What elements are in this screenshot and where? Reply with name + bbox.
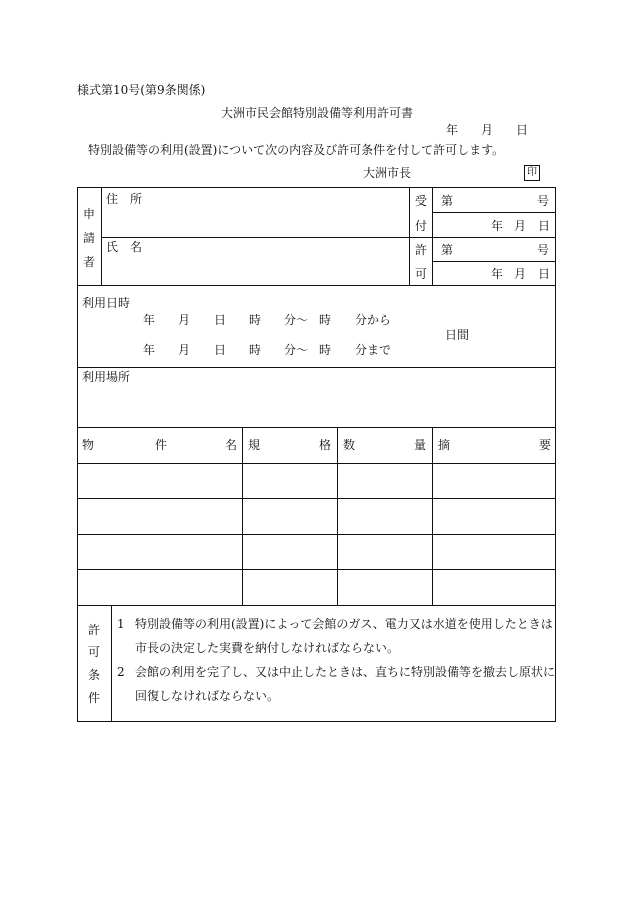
rule-applicant-label [101,187,102,285]
rule-reception-label [432,187,433,285]
permit-no-suffix: 号 [537,243,550,257]
rule-col-1 [242,427,243,605]
permit-day: 日 [538,267,551,281]
condition-1-text: 特別設備等の利用(設置)によって会館のガス、電力又は水道を使用したときは市長の決定した実費を納付しなければならない。 [135,617,553,655]
col-quantity-char-2: 量 [414,438,427,452]
from-suffix: 分から [355,313,392,327]
rule-place-bottom [77,427,556,428]
rule-reception-mid [432,212,556,213]
conditions-label-char-2: 可 [87,645,100,659]
date-day: 日 [516,123,529,137]
col-remarks-char-2: 要 [539,438,552,452]
col-item-name-char-1: 物 [82,438,95,452]
days-label: 日間 [445,328,470,342]
condition-2-text: 会館の利用を完了し、又は中止したときは、直ちに特別設備等を撤去し原状に回復しなければならない。 [135,665,556,703]
col-item-name-char-2: 件 [155,438,168,452]
conditions-label-char-4: 件 [87,691,100,705]
col-item-name-char-3: 名 [225,438,238,452]
col-spec-char-1: 規 [248,438,261,452]
permit-no-prefix: 第 [441,243,454,257]
rule-col-3 [432,427,433,605]
permit-year: 年 [491,267,504,281]
rule-row-1 [77,498,556,499]
reception-year: 年 [491,219,504,233]
rule-row-4 [77,605,556,606]
col-quantity-char-1: 数 [343,438,356,452]
page-title: 大洲市民会館特別設備等利用許可書 [221,106,414,120]
to-month: 月 [178,343,191,357]
rule-row-2 [77,534,556,535]
conditions-label-char-3: 条 [87,668,100,682]
col-remarks-char-1: 摘 [438,438,451,452]
permit-label-char-1: 許 [414,243,427,257]
intro-text: 特別設備等の利用(設置)について次の内容及び許可条件を付して許可します。 [88,143,505,157]
applicant-label-char-3: 者 [82,255,95,269]
form-number: 様式第10号(第9条関係) [77,83,206,97]
seal-stamp-box: 印 [524,165,540,181]
rule-header-bottom [77,463,556,464]
rule-address-name [101,237,409,238]
condition-2-number: 2 [117,665,125,679]
from-minute: 分〜 [284,313,309,327]
from-month: 月 [178,313,191,327]
usage-place-label: 利用場所 [82,370,131,384]
to-hour-b: 時 [319,343,332,357]
rule-mid-divider [409,187,410,285]
reception-label-char-1: 受 [414,194,427,208]
date-month: 月 [481,123,494,137]
applicant-label-char-1: 申 [82,207,95,221]
rule-col-2 [337,427,338,605]
reception-month: 月 [514,219,527,233]
to-hour-a: 時 [319,313,332,327]
reception-no-prefix: 第 [441,194,454,208]
permit-month: 月 [514,267,527,281]
date-year: 年 [446,123,459,137]
reception-day: 日 [538,219,551,233]
applicant-label-char-2: 請 [82,231,95,245]
conditions-label-char-1: 許 [87,623,100,637]
rule-datetime-bottom [77,367,556,368]
to-year: 年 [143,343,156,357]
reception-no-suffix: 号 [537,194,550,208]
rule-row-3 [77,569,556,570]
col-spec-char-2: 格 [319,438,332,452]
rule-applicant-bottom [77,285,556,286]
rule-conditions-label [111,605,112,722]
reception-label-char-2: 付 [414,219,427,233]
usage-datetime-label: 利用日時 [82,296,131,310]
to-minute: 分〜 [284,343,309,357]
name-label: 氏 名 [106,240,143,254]
from-hour: 時 [249,313,262,327]
from-year: 年 [143,313,156,327]
condition-1-number: 1 [117,617,125,631]
to-hour: 時 [249,343,262,357]
from-day: 日 [214,313,227,327]
rule-permit-mid [432,261,556,262]
to-day: 日 [214,343,227,357]
permit-label-char-2: 可 [414,267,427,281]
to-suffix: 分まで [355,343,392,357]
address-label: 住 所 [106,192,143,206]
issuer: 大洲市長 [363,166,412,180]
